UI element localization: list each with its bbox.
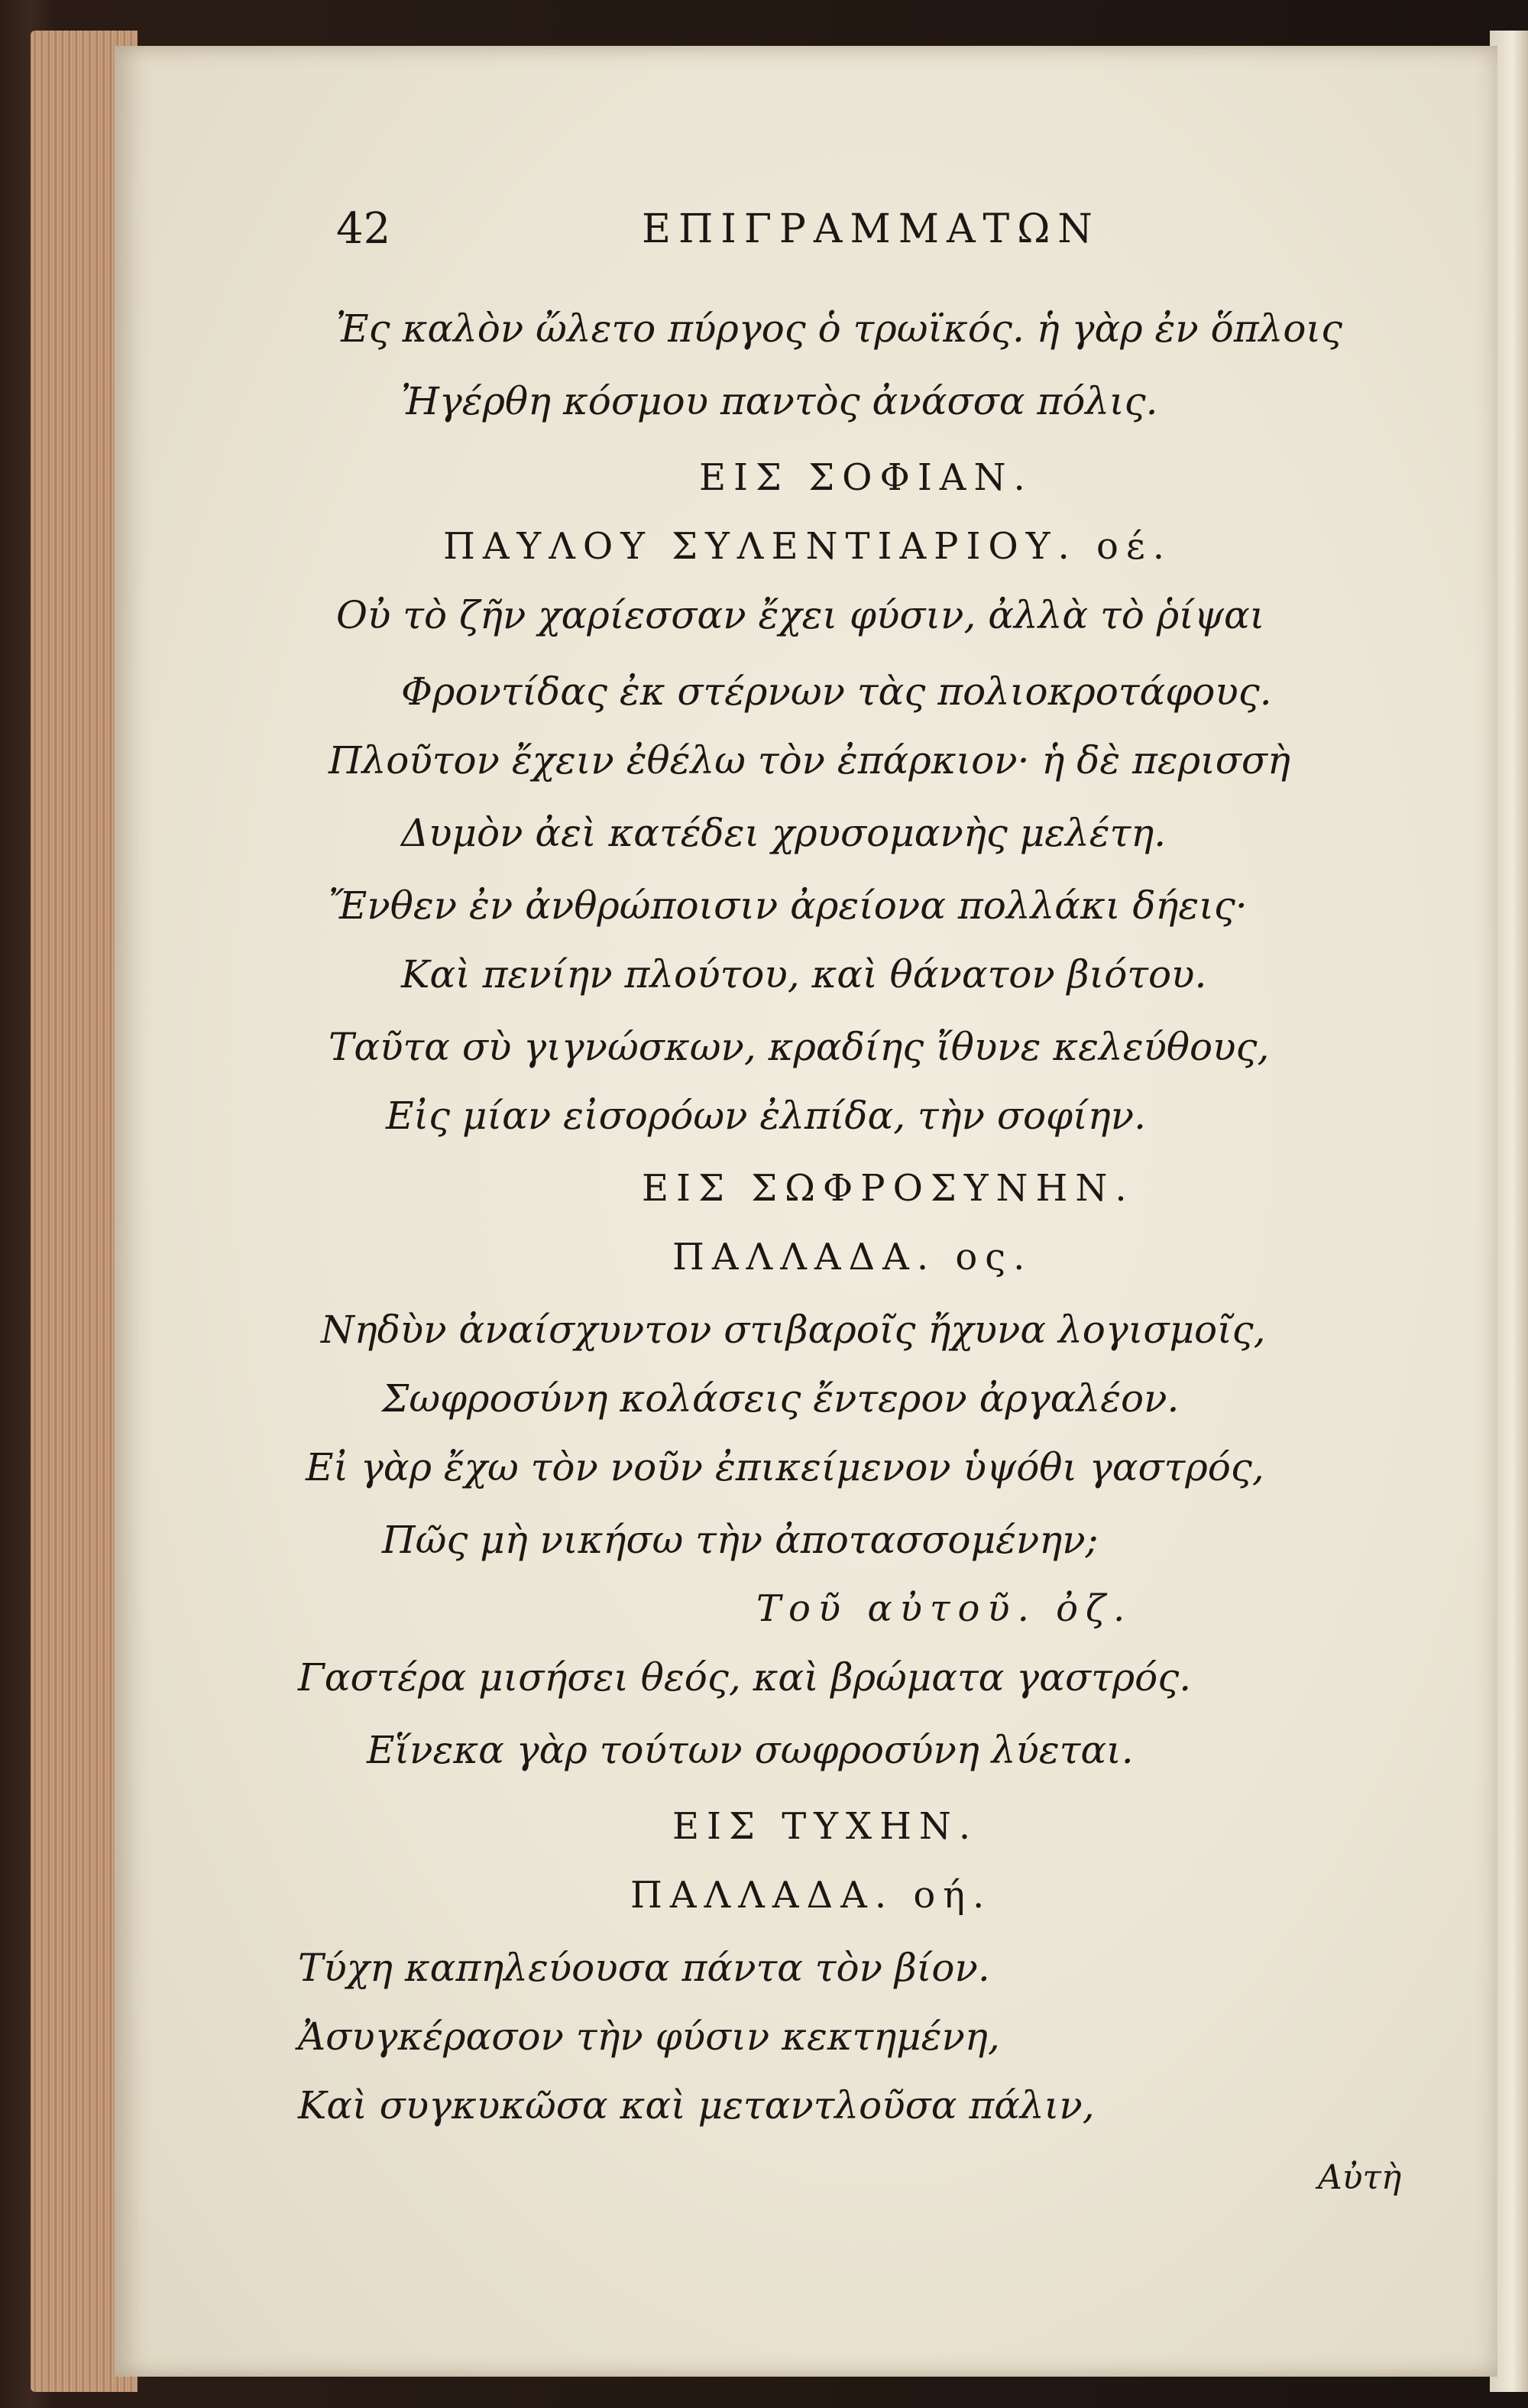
page-number: 42 (336, 204, 391, 254)
section-heading: ΕΙΣ ΣΟΦΙΑΝ. (699, 456, 1033, 499)
text-line: Οὐ τὸ ζῆν χαρίεσσαν ἔχει φύσιν, ἀλλὰ τὸ ῥίψαι (336, 593, 1265, 637)
running-head: ΕΠΙΓΡΑΜΜΑΤΩΝ (642, 206, 1100, 252)
text-line: Γαστέρα μισήσει θεός, καὶ βρώματα γαστρός. (298, 1655, 1192, 1700)
section-heading: ΕΙΣ ΤΥΧΗΝ. (672, 1805, 979, 1848)
text-line: Φροντίδας ἐκ στέρνων τὰς πολιοκροτάφους. (401, 669, 1272, 714)
author-heading: ΠΑΛΛΑΔΑ. οή. (630, 1874, 992, 1917)
text-line: Εἰς μίαν εἰσορόων ἐλπίδα, τὴν σοφίην. (386, 1094, 1147, 1138)
text-line: Ταῦτα σὺ γιγνώσκων, κραδίης ἴθυνε κελεύθους, (329, 1025, 1270, 1069)
text-line: Ἐς καλὸν ὤλετο πύργος ὁ τρωϊκός. ἡ γὰρ ἐν ὅπλοις (336, 306, 1343, 351)
text-line: Ἠγέρθη κόσμου παντὸς ἀνάσσα πόλις. (401, 379, 1158, 423)
text-line: Πῶς μὴ νικήσω τὴν ἀποτασσομένην; (382, 1518, 1099, 1562)
author-heading: ΠΑΥΛΟΥ ΣΥΛΕΝΤΙΑΡΙΟΥ. οέ. (443, 525, 1172, 568)
text-line: Νηδὺν ἀναίσχυντον στιβαροῖς ἤχυνα λογισμοῖς, (321, 1308, 1266, 1352)
text-line: Καὶ συγκυκῶσα καὶ μεταντλοῦσα πάλιν, (298, 2083, 1095, 2128)
author-heading: Τοῦ αὐτοῦ. ὀζ. (756, 1587, 1133, 1630)
text-line: Εἰ γὰρ ἔχω τὸν νοῦν ἐπικείμενον ὑψόθι γαστρός, (306, 1445, 1264, 1489)
section-heading: ΕΙΣ ΣΩΦΡΟΣΥΝΗΝ. (642, 1167, 1135, 1210)
author-heading: ΠΑΛΛΑΔΑ. ος. (672, 1236, 1033, 1279)
text-line: Τύχη καπηλεύουσα πάντα τὸν βίον. (298, 1946, 990, 1990)
text-line: Ἔνθεν ἐν ἀνθρώποισιν ἀρείονα πολλάκι δήεις· (329, 883, 1248, 928)
text-line: Εἵνεκα γὰρ τούτων σωφροσύνη λύεται. (367, 1728, 1134, 1772)
catchword: Αὐτὴ (1318, 2158, 1402, 2197)
text-line: Σωφροσύνη κολάσεις ἔντερον ἀργαλέον. (382, 1376, 1180, 1421)
text-line: Ἀσυγκέρασον τὴν φύσιν κεκτημένη, (298, 2014, 1000, 2059)
text-line: Πλοῦτον ἔχειν ἐθέλω τὸν ἐπάρκιον· ἡ δὲ περισσὴ (329, 738, 1290, 783)
text-line: Δυμὸν ἀεὶ κατέδει χρυσομανὴς μελέτη. (401, 811, 1167, 855)
text-line: Καὶ πενίην πλούτου, καὶ θάνατον βιότου. (401, 952, 1207, 997)
